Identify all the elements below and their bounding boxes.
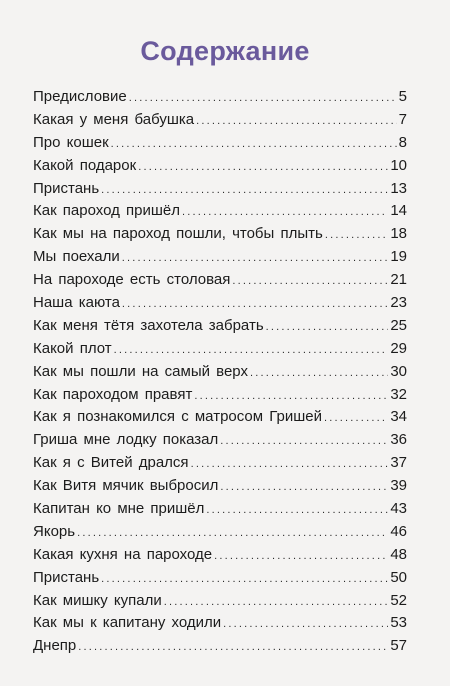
entry-title: Пристань <box>33 568 100 586</box>
toc-entry <box>33 292 407 315</box>
dot-leader <box>114 339 389 362</box>
toc-entry <box>33 612 407 635</box>
dot-leader <box>122 293 388 316</box>
entry-page-number: 50 <box>390 568 407 586</box>
entry-page-number: 8 <box>398 133 407 151</box>
entry-title: Про кошек <box>33 133 109 151</box>
entry-title: Пристань <box>33 179 100 197</box>
entry-title: Наша каюта <box>33 294 120 312</box>
entry-page-number: 43 <box>390 500 407 518</box>
entry-page-number: 39 <box>390 477 407 495</box>
table-of-contents <box>33 86 407 658</box>
dot-leader <box>182 201 388 224</box>
toc-entry <box>33 521 407 544</box>
entry-page-number: 19 <box>390 248 407 266</box>
toc-entry <box>33 498 407 521</box>
toc-entry <box>33 361 407 384</box>
entry-page-number: 14 <box>390 202 407 220</box>
page-title: Содержание <box>140 36 310 66</box>
toc-entry <box>33 429 407 452</box>
entry-title: Как я с Витей дрался <box>33 454 189 472</box>
entry-title: Какая кухня на пароходе <box>33 545 213 563</box>
toc-entry <box>33 155 407 178</box>
dot-leader <box>77 522 388 545</box>
toc-entry <box>33 635 407 658</box>
entry-page-number: 29 <box>390 339 407 357</box>
entry-page-number: 21 <box>390 271 407 289</box>
toc-entry <box>33 475 407 498</box>
dot-leader <box>220 430 388 453</box>
entry-title: Мы поехали <box>33 248 120 266</box>
dot-leader <box>194 385 388 408</box>
entry-title: Якорь <box>33 522 76 540</box>
dot-leader <box>138 156 388 179</box>
toc-entry <box>33 315 407 338</box>
entry-page-number: 23 <box>390 294 407 312</box>
toc-entry <box>33 544 407 567</box>
entry-page-number: 18 <box>390 225 407 243</box>
toc-entry <box>33 452 407 475</box>
toc-entry <box>33 384 407 407</box>
dot-leader <box>191 453 389 476</box>
dot-leader <box>101 179 388 202</box>
entry-page-number: 34 <box>390 408 407 426</box>
entry-title: Как мы на пароход пошли, чтобы плыть <box>33 225 323 243</box>
toc-entry <box>33 178 407 201</box>
entry-title: Какой плот <box>33 339 112 357</box>
toc-entry <box>33 590 407 613</box>
entry-title: Предисловие <box>33 88 127 105</box>
toc-entry <box>33 246 407 269</box>
toc-entry <box>33 567 407 590</box>
entry-title: Как мы к капитану ходили <box>33 614 222 632</box>
dot-leader <box>164 591 389 614</box>
entry-title: Как пароход пришёл <box>33 202 181 220</box>
entry-page-number: 37 <box>390 454 407 472</box>
entry-page-number: 46 <box>390 522 407 540</box>
entry-page-number: 48 <box>390 545 407 563</box>
dot-leader <box>250 362 388 385</box>
entry-title: Гриша мне лодку показал <box>33 431 219 449</box>
entry-page-number: 52 <box>390 591 407 609</box>
dot-leader <box>111 133 397 156</box>
dot-leader <box>232 270 388 293</box>
dot-leader <box>122 247 389 270</box>
entry-title: Капитан ко мне пришёл <box>33 500 205 518</box>
entry-title: Как меня тётя захотела забрать <box>33 316 264 334</box>
entry-title: Какой подарок <box>33 156 137 174</box>
entry-page-number: 7 <box>398 110 407 128</box>
entry-title: Как Витя мячик выбросил <box>33 477 219 495</box>
dot-leader <box>324 407 388 430</box>
dot-leader <box>223 613 388 636</box>
toc-entry <box>33 200 407 223</box>
dot-leader <box>78 636 388 659</box>
entry-page-number: 25 <box>390 316 407 334</box>
entry-page-number: 32 <box>390 385 407 403</box>
dot-leader <box>196 110 397 133</box>
toc-entry <box>33 86 407 109</box>
entry-page-number: 36 <box>390 431 407 449</box>
dot-leader <box>266 316 389 339</box>
toc-entry <box>33 109 407 132</box>
entry-page-number: 30 <box>390 362 407 380</box>
toc-entry <box>33 269 407 292</box>
entry-title: Как мы пошли на самый верх <box>33 362 248 380</box>
entry-title: На пароходе есть столовая <box>33 271 231 289</box>
toc-entry <box>33 406 407 429</box>
entry-page-number: 10 <box>390 156 407 174</box>
dot-leader <box>129 87 397 110</box>
entry-page-number: 13 <box>390 179 407 197</box>
dot-leader <box>214 545 388 568</box>
toc-entry <box>33 132 407 155</box>
dot-leader <box>325 224 388 247</box>
entry-title: Как я познакомился с матросом Гришей <box>33 408 323 426</box>
toc-entry <box>33 338 407 361</box>
entry-title: Как пароходом правят <box>33 385 193 403</box>
entry-page-number: 53 <box>390 614 407 632</box>
toc-entry <box>33 223 407 246</box>
entry-page-number: 5 <box>398 88 407 105</box>
entry-title: Днепр <box>33 637 77 655</box>
entry-page-number: 57 <box>390 637 407 655</box>
entry-title: Какая у меня бабушка <box>33 110 195 128</box>
dot-leader <box>220 476 388 499</box>
dot-leader <box>101 568 388 591</box>
dot-leader <box>206 499 388 522</box>
entry-title: Как мишку купали <box>33 591 162 609</box>
